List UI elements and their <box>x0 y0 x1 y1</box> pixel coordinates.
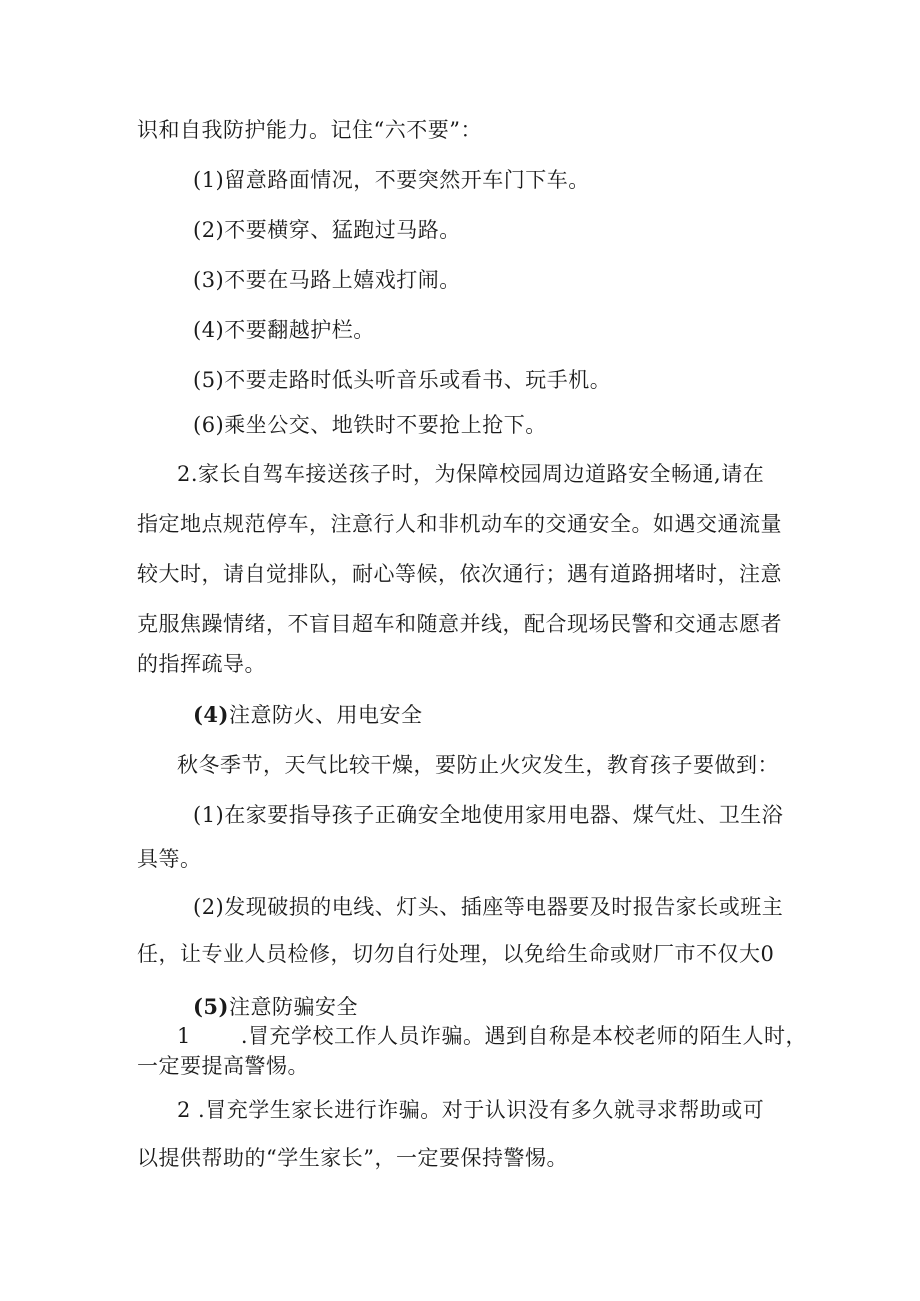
paragraph-line: (2)发现破损的电线、灯头、插座等电器要及时报告家长或班主 <box>193 895 784 919</box>
paragraph-line: 秋冬季节，天气比较干燥，要防止火灾发生，教育孩子要做到： <box>177 753 779 777</box>
rule-item: (2)不要横穿、猛跑过马路。 <box>193 218 461 242</box>
paragraph-line: 以提供帮助的“学生家长”，一定要保持警惕。 <box>137 1146 568 1170</box>
heading-text: 注意防骗安全 <box>228 995 358 1019</box>
rule-item: (4)不要翻越护栏。 <box>193 318 375 342</box>
rule-item: (3)不要在马路上嬉戏打闹。 <box>193 268 461 292</box>
paragraph-line: 任，让专业人员检修，切勿自行处理，以免给生命或财厂市不仅大0 <box>137 942 775 966</box>
paragraph-line: 较大时，请自觉排队，耐心等候，依次通行；遇有道路拥堵时，注意 <box>137 562 782 586</box>
rule-item: (5)不要走路时低头听音乐或看书、玩手机。 <box>193 368 612 392</box>
paragraph-line: 1 .冒充学校工作人员诈骗。遇到自称是本校老师的陌生人时， <box>177 1024 808 1048</box>
paragraph-line: 2 .冒充学生家长进行诈骗。对于认识没有多久就寻求帮助或可 <box>177 1098 765 1122</box>
heading-number: (4) <box>193 702 229 727</box>
section-heading <box>193 994 358 1020</box>
paragraph-line: 具等。 <box>137 847 202 871</box>
paragraph-line: 2.家长自驾车接送孩子时，为保障校园周边道路安全畅通,请在 <box>177 462 765 486</box>
paragraph-line: 的指挥疏导。 <box>137 652 266 676</box>
section-heading <box>193 702 422 728</box>
paragraph-line: 克服焦躁情绪，不盲目超车和随意并线，配合现场民警和交通志愿者 <box>137 612 782 636</box>
paragraph-line: 识和自我防护能力。记住“六不要”： <box>137 118 482 142</box>
rule-item: (1)留意路面情况，不要突然开车门下车。 <box>193 168 590 192</box>
rule-item: (6)乘坐公交、地铁时不要抢上抢下。 <box>193 413 547 437</box>
heading-number: (5) <box>193 994 229 1019</box>
paragraph-line: 指定地点规范停车，注意行人和非机动车的交通安全。如遇交通流量 <box>137 512 782 536</box>
heading-text: 注意防火、用电安全 <box>228 703 423 727</box>
paragraph-line: 一定要提高警惕。 <box>137 1054 309 1078</box>
paragraph-line: (1)在家要指导孩子正确安全地使用家用电器、煤气灶、卫生浴 <box>193 803 784 827</box>
item-number: 1 <box>177 1024 191 1048</box>
